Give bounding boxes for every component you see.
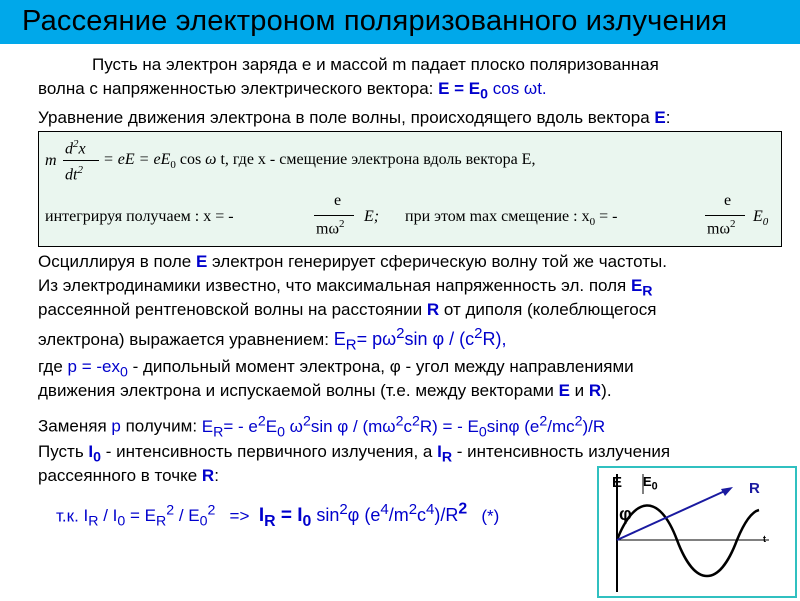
m-omega-denominator-1: $m\omega^2$ [316,218,345,238]
oscillation-line-4: электрона) выражается уравнением: $E_R= p\omega^2\sin$ φ / $(c^2R)$, [38,325,507,354]
fraction-line-2 [314,215,354,216]
diagram-label-E: E [612,474,623,491]
oscillation-line-1: Осциллируя в поле E электрон генерирует сферическую волну той же частоты. [38,252,667,271]
m-omega-denominator-2: $m\omega^2$ [707,218,736,238]
R-vector [617,490,727,540]
motion-equation-rhs: = eE = $eE_0$ cos ω t, где x - смещение электрона вдоль вектора E, [103,151,536,172]
dipole-line-1: где $p = -ex_0$ - дипольный момент электрона, φ - угол между направлениями [38,357,634,381]
intro-line-1 [92,55,659,75]
title-bar [0,0,800,44]
max-displacement-text: при этом max смещение : $x_0$ = - [405,208,618,229]
page-title: Рассеяние электроном поляризованного излучения [22,5,728,37]
diagram-svg [599,468,795,596]
dipole-formula: $p = -ex_0$ [67,357,128,381]
oscillation-line-3: рассеянной рентгеновской волны на расстоянии R от диполя (колеблющегося [38,300,657,319]
intensity-line-1: Пусть $I_0$ - интенсивность первичного излучения, а $I_R$ - интенсивность излучения [38,442,671,466]
diagram-label-R: R [749,480,760,497]
dt2-denominator: $dt^2$ [65,164,83,184]
E-semicolon: E; [364,208,380,225]
intensity-line-2: рассеянного в точке R: [38,466,219,485]
sine-wave [617,505,759,576]
result-formula: $I_R = I_0$ [258,505,312,531]
wave-formula: $E = E_0$ [438,79,489,103]
diagram-label-E0: $E_0$ [643,474,658,493]
diagram-label-t: t [763,534,766,544]
e-numerator-1: e [334,192,342,209]
fraction-line-1 [63,160,99,161]
intro-text-2: волна с напряженностью электрического вектора: [38,79,439,98]
intro-line-2 [38,79,547,104]
R-arrowhead [721,487,733,496]
dipole-line-2: движения электрона и испускаемой волны (т.е. между векторами E и R). [38,381,612,400]
E0-symbol: $E_0$ [753,208,769,229]
wave-formula-tail: cos ωt. [488,79,547,98]
dipole-diagram [597,466,797,598]
field-formula: $E_R= p\omega^2\sin$ φ / $(c^2R)$, [333,325,507,354]
substitution-line: Заменяя p получим: $E_R= - e^2E_0$ $\omega^2\sin$ φ / $(m\omega^2c^2R)$ = - $E_0\sin\varphi$ $(e^2/mc^2)/R$ [38,413,606,441]
diagram-label-phi: φ [619,504,632,524]
integration-text: интегрируя получаем : x = - [45,208,234,225]
intro-text-1: Пусть на электрон заряда e и массой m падает плоско поляризованная [92,55,659,74]
oscillation-line-2: Из электродинамики известно, что максимальная напряженность эл. поля $E_R$ [38,276,653,300]
d2x-numerator: $d^2x$ [65,138,86,158]
mass-symbol: m [45,152,57,169]
formula-box [38,131,782,247]
result-formula-line: т.к. $I_R / I_0 = E_R^2 / E_0^2 => I_R = I_0$ $\sin^2\varphi$ $(e^4/m^2c^4)/R^2$ (*) [56,501,500,531]
motion-equation-intro: Уравнение движения электрона в поле волны, происходящего вдоль вектора E: [38,108,671,127]
e-numerator-2: e [724,192,732,209]
fraction-line-3 [705,215,745,216]
substitution-formula: $E_R= - e^2E_0$ $\omega^2\sin$ φ / $(m\omega^2c^2R)$ = - $E_0\sin\varphi$ $(e^2/mc^2)/R$ [201,413,606,441]
